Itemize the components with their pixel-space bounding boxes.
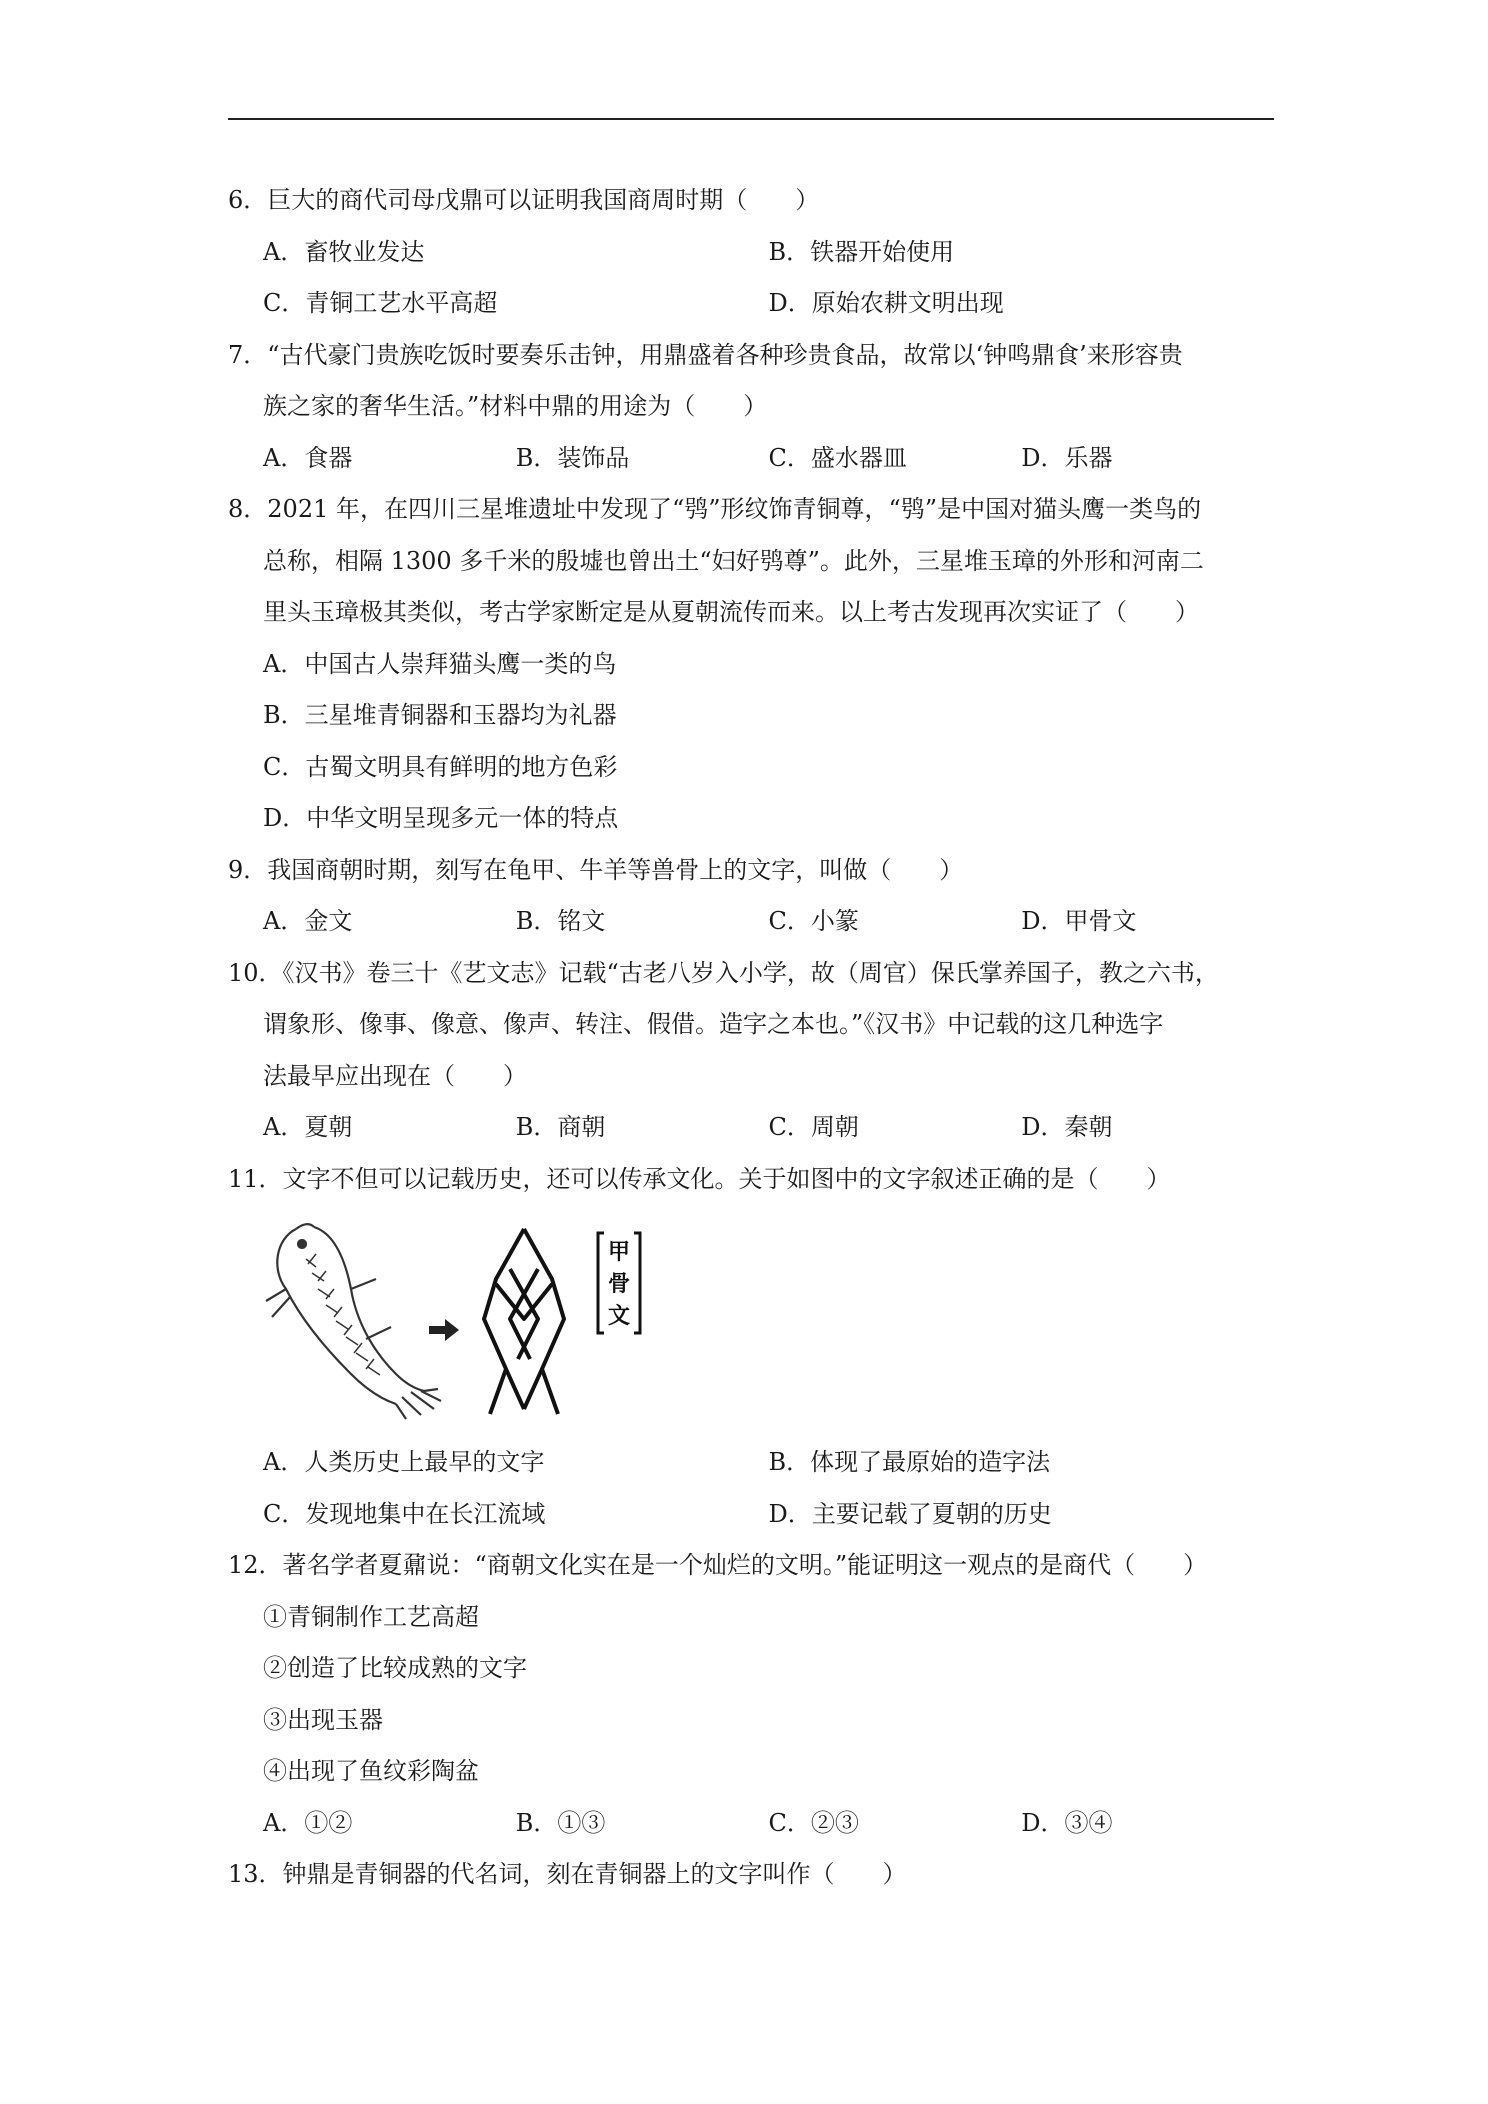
- option-row: [228, 1102, 1274, 1154]
- option-a[interactable]: A．金文: [263, 907, 353, 935]
- option-c[interactable]: C．古蜀文明具有鲜明的地方色彩: [263, 752, 618, 781]
- option-c[interactable]: C．②③: [768, 1808, 859, 1837]
- question-7: [228, 330, 1274, 485]
- option-a[interactable]: A．夏朝: [263, 1113, 353, 1141]
- figure-label-char-3: 文: [607, 1304, 631, 1329]
- page-content: [228, 175, 1274, 1901]
- option-a[interactable]: A．食器: [263, 443, 353, 472]
- question-stem-continued: 谓象形、像事、像意、像声、转注、假借。造字之本也。”《汉书》中记载的这几种选字: [263, 1010, 1164, 1038]
- oracle-bone-glyph: [484, 1229, 564, 1414]
- question-stem-continued: 族之家的奢华生活。”材料中鼎的用途为（ ）: [263, 392, 768, 420]
- option-d[interactable]: D．主要记载了夏朝的历史: [768, 1499, 1052, 1528]
- option-row: [228, 896, 1274, 948]
- option-row: [228, 227, 1274, 279]
- option-d[interactable]: D．③④: [1021, 1808, 1113, 1837]
- statement-item: ①青铜制作工艺高超: [263, 1602, 479, 1631]
- question-stem-continued: 总称，相隔 1300 多千米的殷墟也曾出土“妇好鸮尊”。此外，三星堆玉璋的外形和河南二: [263, 546, 1204, 575]
- figure-label-box: [598, 1233, 640, 1333]
- option-b[interactable]: B．①③: [515, 1808, 606, 1837]
- option-c[interactable]: C．周朝: [768, 1113, 859, 1141]
- question-9: [228, 845, 1274, 948]
- question-8: [228, 484, 1274, 845]
- fish-oracle-bone-figure: [256, 1209, 696, 1431]
- option-d[interactable]: D．乐器: [1021, 443, 1113, 472]
- question-stem: 13．钟鼎是青铜器的代名词，刻在青铜器上的文字叫作（ ）: [228, 1860, 907, 1888]
- question-13: [228, 1849, 1274, 1901]
- option-c[interactable]: C．发现地集中在长江流域: [263, 1499, 546, 1528]
- option-c[interactable]: C．盛水器皿: [768, 443, 907, 472]
- option-a[interactable]: A．①②: [263, 1808, 353, 1837]
- option-b[interactable]: B．铁器开始使用: [768, 237, 955, 266]
- question-stem: 12．著名学者夏鼐说：“商朝文化实在是一个灿烂的文明。”能证明这一观点的是商代（ ）: [228, 1551, 1208, 1579]
- fish-drawing: [266, 1224, 441, 1419]
- option-b[interactable]: B．商朝: [515, 1113, 606, 1141]
- header-rule: [228, 118, 1274, 120]
- figure-label-char-1: 甲: [607, 1240, 631, 1265]
- question-stem: 6．巨大的商代司母戊鼎可以证明我国商周时期（ ）: [228, 186, 820, 214]
- option-row: [228, 433, 1274, 485]
- option-a[interactable]: A．中国古人崇拜猫头鹰一类的鸟: [263, 649, 617, 678]
- question-10: [228, 948, 1274, 1154]
- question-11: [228, 1154, 1274, 1541]
- option-d[interactable]: D．甲骨文: [1021, 907, 1137, 935]
- option-a[interactable]: A．畜牧业发达: [263, 237, 425, 266]
- question-stem-continued: 里头玉璋极其类似，考古学家断定是从夏朝流传而来。以上考古发现再次实证了（ ）: [263, 598, 1199, 626]
- option-b[interactable]: B．铭文: [515, 907, 606, 935]
- option-d[interactable]: D．秦朝: [1021, 1113, 1113, 1141]
- option-row: [228, 1798, 1274, 1850]
- option-d[interactable]: D．原始农耕文明出现: [768, 289, 1004, 317]
- option-row: [228, 1437, 1274, 1489]
- option-row: [228, 278, 1274, 330]
- option-a[interactable]: A．人类历史上最早的文字: [263, 1448, 545, 1476]
- question-6: [228, 175, 1274, 330]
- fish-illustration: [256, 1209, 696, 1431]
- option-b[interactable]: B．体现了最原始的造字法: [768, 1448, 1051, 1476]
- arrow-icon: [429, 1319, 459, 1341]
- option-d[interactable]: D．中华文明呈现多元一体的特点: [263, 804, 619, 832]
- question-stem: 9．我国商朝时期，刻写在龟甲、牛羊等兽骨上的文字，叫做（ ）: [228, 855, 964, 884]
- option-c[interactable]: C．青铜工艺水平高超: [263, 289, 498, 317]
- option-b[interactable]: B．三星堆青铜器和玉器均为礼器: [263, 701, 617, 729]
- option-b[interactable]: B．装饰品: [515, 443, 630, 472]
- question-stem: 7．“古代豪门贵族吃饭时要奏乐击钟，用鼎盛着各种珍贵食品，故常以‘钟鸣鼎食’来形容贵: [228, 340, 1183, 369]
- option-c[interactable]: C．小篆: [768, 907, 859, 935]
- question-stem: 11．文字不但可以记载历史，还可以传承文化。关于如图中的文字叙述正确的是（ ）: [228, 1164, 1171, 1193]
- statement-item: ②创造了比较成熟的文字: [263, 1654, 527, 1682]
- question-stem-continued: 法最早应出现在（ ）: [263, 1061, 527, 1090]
- question-stem: 10．《汉书》卷三十《艺文志》记载“古老八岁入小学，故（周官）保氏掌养国子，教之六书，: [228, 958, 1219, 987]
- question-12: [228, 1540, 1274, 1849]
- question-stem: 8．2021 年，在四川三星堆遗址中发现了“鸮”形纹饰青铜尊，“鸮”是中国对猫头鹰一类鸟的: [228, 495, 1202, 523]
- option-row: [228, 1489, 1274, 1541]
- statement-item: ④出现了鱼纹彩陶盆: [263, 1757, 479, 1785]
- figure-label-char-2: 骨: [607, 1272, 631, 1297]
- statement-item: ③出现玉器: [263, 1705, 383, 1734]
